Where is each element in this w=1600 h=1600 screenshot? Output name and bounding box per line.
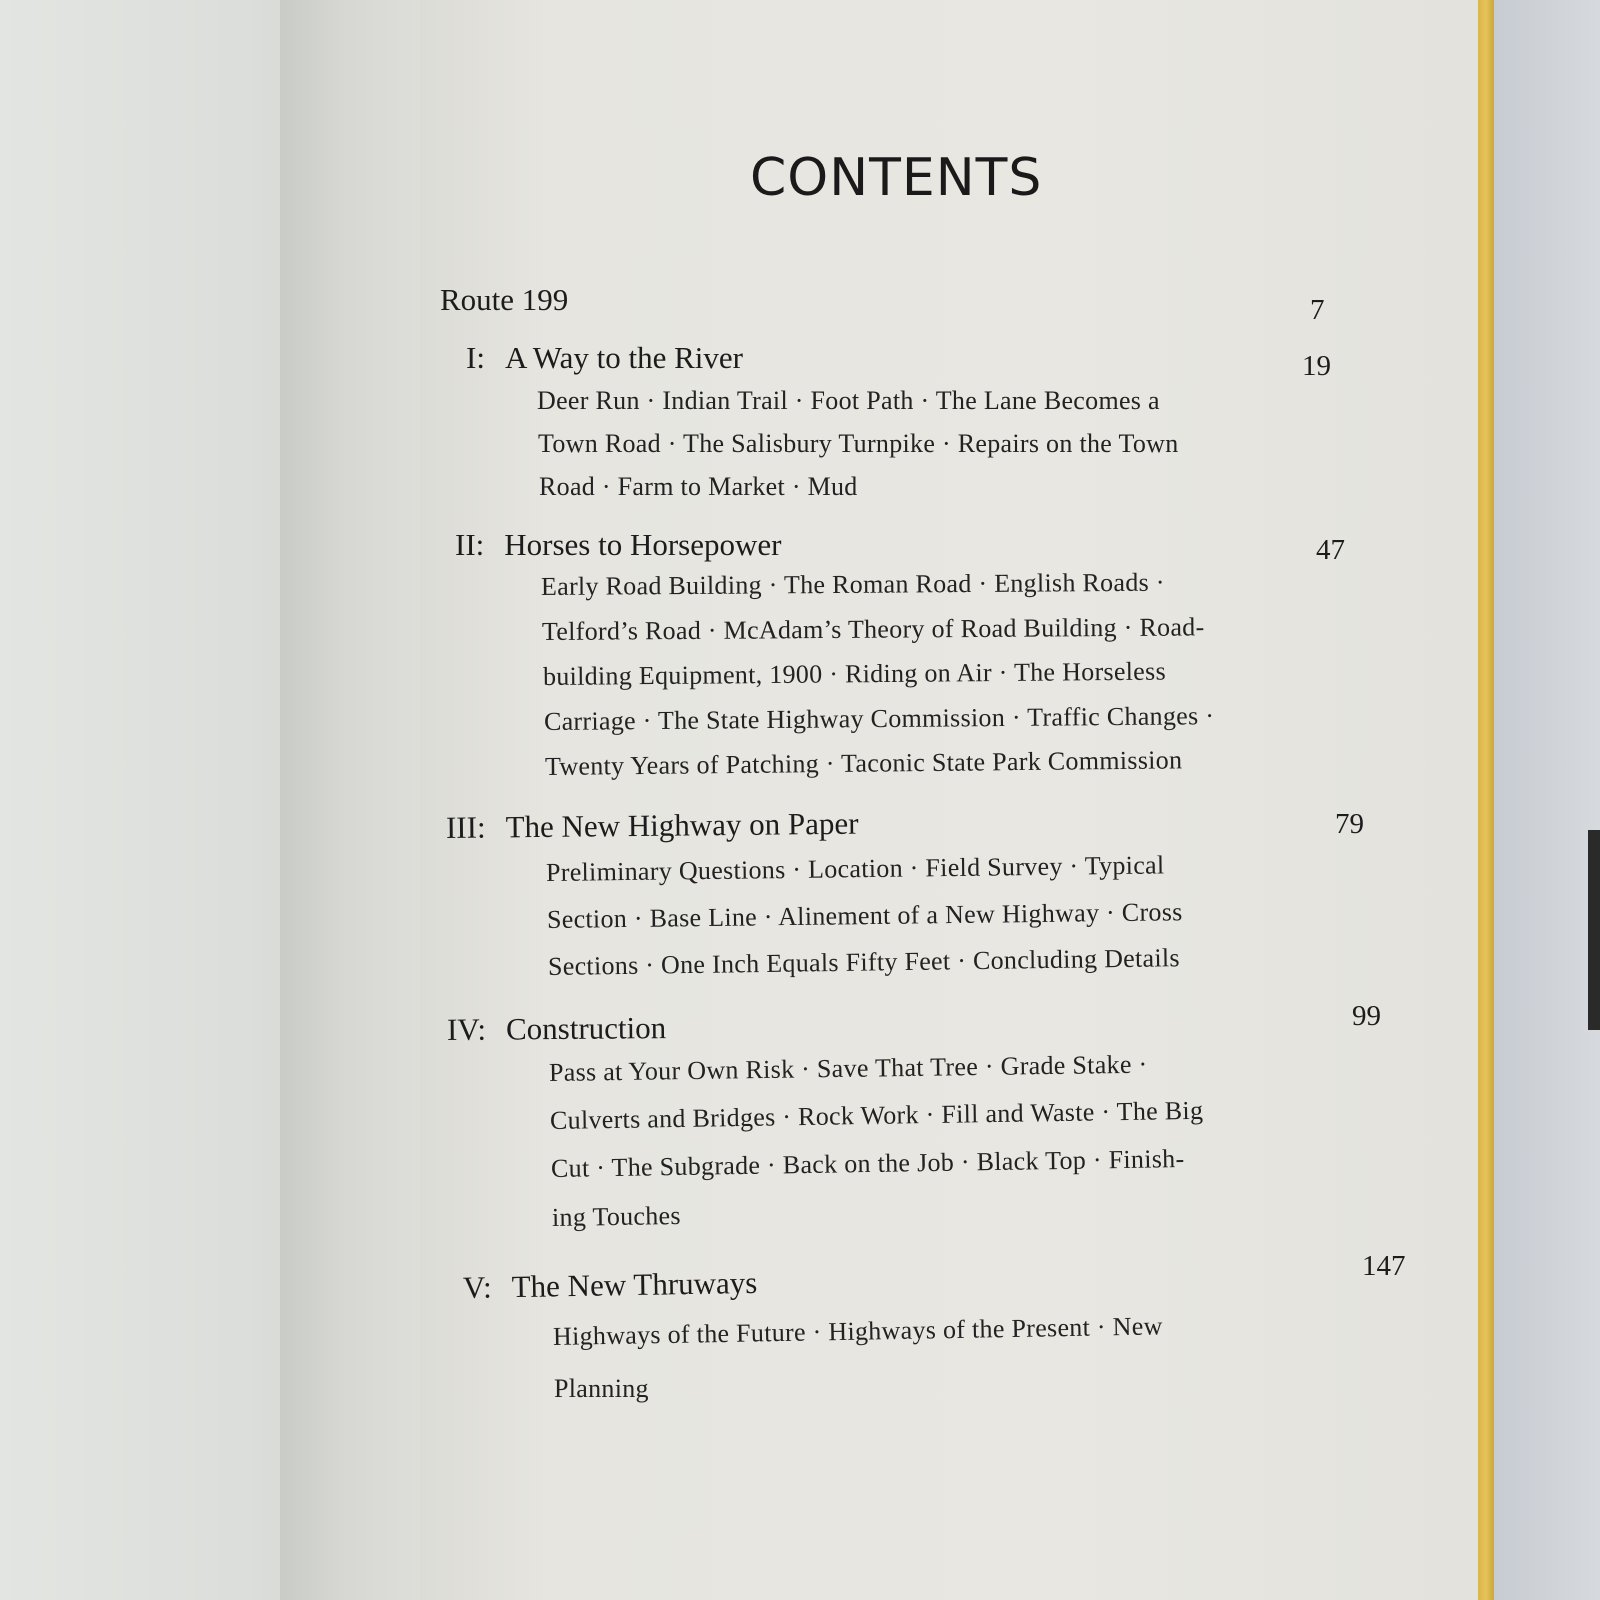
prologue-title: Route 199 [440,282,569,317]
chapter-topics-line: Deer Run · Indian Trail · Foot Path · The Lane Becomes a [537,386,1160,415]
chapter-topics-line: Early Road Building · The Roman Road · English Roads · [540,567,1165,601]
book-cover [1494,0,1600,1600]
chapter-numeral: IV: [446,1011,487,1047]
chapter-topics-line: Carriage · The State Highway Commission · Traffic Changes · [543,701,1215,736]
chapter-name: The New Highway on Paper [505,805,859,845]
contents-page [420,0,1480,1600]
chapter-topics-line: Planning [554,1374,649,1403]
chapter-topics-line: Twenty Years of Patching · Taconic State Park Commission [544,745,1183,781]
chapter-title [455,527,781,563]
chapter-title [446,806,859,846]
chapter-topics-line: Road · Farm to Market · Mud [539,472,858,501]
chapter-topics-line: Preliminary Questions · Location · Field Survey · Typical [545,850,1165,887]
chapter-title [466,340,743,376]
chapter-topics-line: Sections · One Inch Equals Fifty Feet · Concluding Details [547,943,1181,981]
chapter-topics-line: Pass at Your Own Risk · Save That Tree · Grade Stake · [548,1049,1148,1087]
chapter-page: 19 [1302,350,1331,382]
chapter-name: Construction [505,1010,667,1047]
chapter-numeral: I: [466,340,485,375]
chapter-numeral: II: [455,527,485,562]
chapter-page: 147 [1362,1250,1406,1282]
chapter-topics-line: ing Touches [551,1200,682,1232]
chapter-topics-line: Section · Base Line · Alinement of a New Highway · Cross [546,897,1183,934]
chapter-topics-line: Highways of the Future · Highways of the Present · New [552,1311,1163,1351]
chapter-topics-line: building Equipment, 1900 · Riding on Air · The Horseless [542,656,1167,691]
cover-edge-mark [1588,830,1600,1030]
chapter-name: Horses to Horsepower [504,527,782,562]
chapter-name: A Way to the River [504,340,743,375]
chapter-page: 79 [1335,808,1364,840]
chapter-topics-line: Telford’s Road · McAdam’s Theory of Road Building · Road- [541,612,1205,646]
prologue-page: 7 [1310,294,1325,326]
page-edge [1478,0,1494,1600]
chapter-topics-line: Town Road · The Salisbury Turnpike · Repairs on the Town [538,429,1179,458]
chapter-page: 47 [1316,534,1345,566]
chapter-title [447,1010,667,1048]
chapter-topics-line: Cut · The Subgrade · Back on the Job · Black Top · Finish- [550,1144,1185,1183]
chapter-topics-line: Culverts and Bridges · Rock Work · Fill and Waste · The Big [549,1095,1204,1135]
chapter-numeral: V: [462,1269,492,1305]
book-gutter [280,0,430,1600]
contents-heading: CONTENTS [750,148,1043,208]
chapter-name: The New Thruways [511,1264,758,1305]
chapter-page: 99 [1352,1000,1381,1032]
chapter-title [463,1265,758,1306]
chapter-numeral: III: [445,809,486,845]
